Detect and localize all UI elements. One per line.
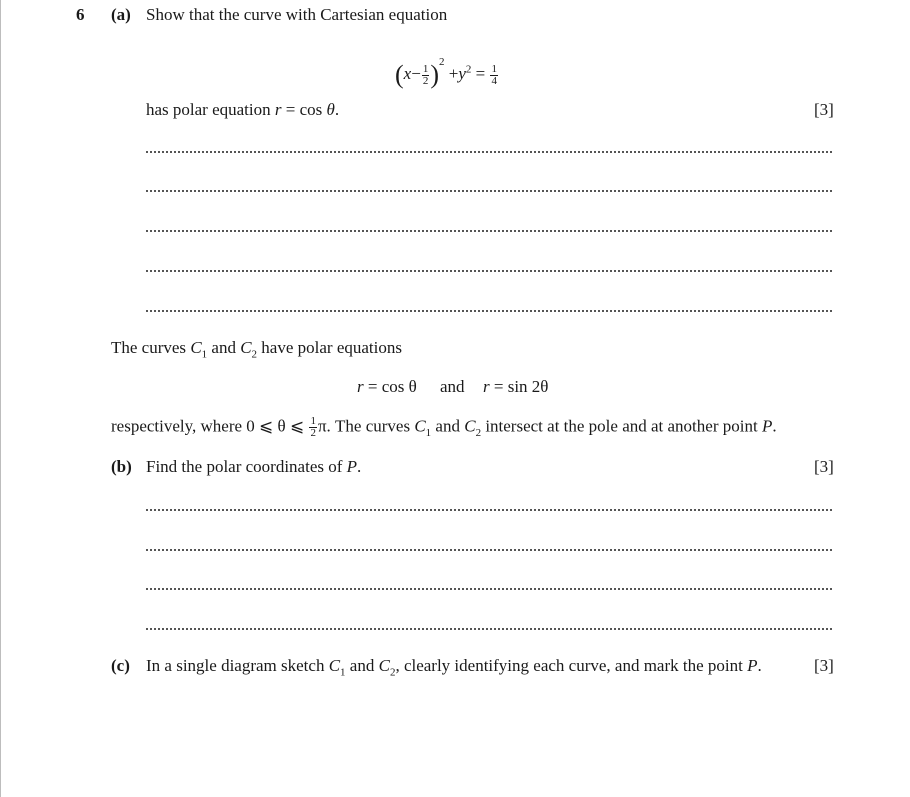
part-b-label: (b) (111, 457, 132, 476)
curves-intro: The curves $C_1$ and $C_2$ have polar equations (111, 338, 402, 361)
part-a-label: (a) (111, 5, 131, 24)
part-a-marks: [3] (814, 100, 834, 119)
part-b-text: Find the polar coordinates of P. (146, 457, 362, 476)
page-left-border (0, 0, 1, 797)
curves-condition: respectively, where 0 ⩽ θ ⩽ $\frac{1}{2}$ π. The curves $C_1$ and $C_2$ intersect at the pole and at another point P. (111, 415, 777, 439)
answer-line[interactable] (146, 628, 832, 630)
part-c-marks: [3] (814, 656, 834, 675)
question-number: 6 (76, 5, 85, 24)
equations-and: and (440, 377, 465, 396)
answer-line[interactable] (146, 151, 832, 153)
answer-line[interactable] (146, 588, 832, 590)
answer-line[interactable] (146, 509, 832, 511)
polar-equation-statement: has polar equation r = cos θ. (146, 100, 340, 119)
answer-line[interactable] (146, 230, 832, 232)
part-b-marks: [3] (814, 457, 834, 476)
answer-line[interactable] (146, 310, 832, 312)
answer-line[interactable] (146, 190, 832, 192)
polar-equation-c2: r = sin 2θ (483, 377, 549, 396)
answer-line[interactable] (146, 270, 832, 272)
part-c-text: In a single diagram sketch $C_1$ and $C_2$, clearly identifying each curve, and mark the point P. (146, 656, 762, 679)
polar-equation-c1: r = cos θ (357, 377, 417, 396)
answer-line[interactable] (146, 549, 832, 551)
part-a-text: Show that the curve with Cartesian equation (146, 5, 448, 24)
part-c-label: (c) (111, 656, 130, 675)
cartesian-equation: (x− $\frac{1}{2}$ )$^2 +y^2$ = $\frac{1}{4}$ (395, 56, 497, 90)
